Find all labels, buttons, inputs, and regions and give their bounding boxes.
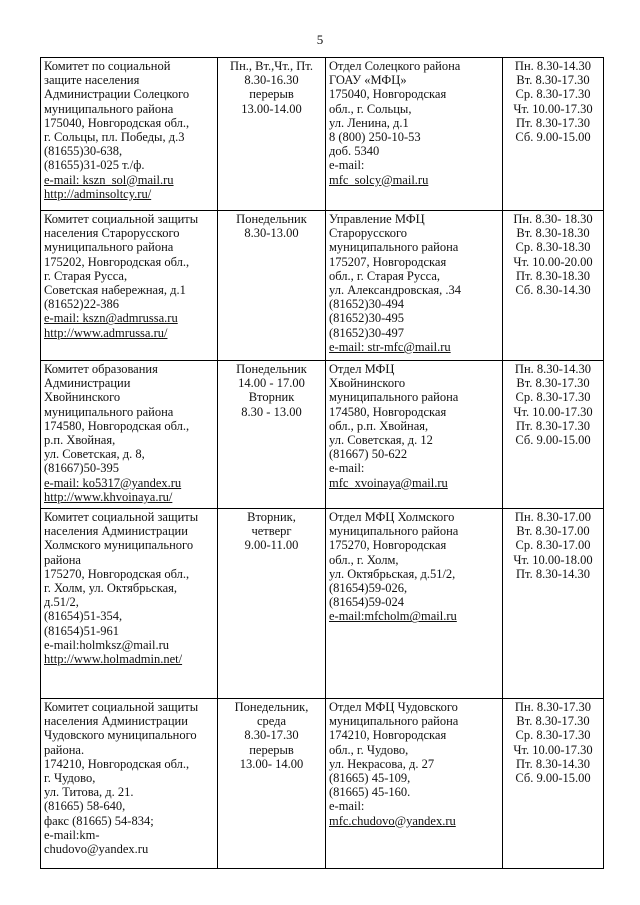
cell-link[interactable]: http://www.khvoinaya.ru/ [44, 489, 173, 504]
cell-link[interactable]: e-mail: kszn@admrussa.ru [44, 311, 178, 326]
cell-line: г. Холм, ул. Октябрьская, [44, 581, 178, 596]
mfc-cell [326, 509, 503, 699]
cell-link[interactable]: e-mail: str-mfc@mail.ru [329, 339, 451, 354]
cell-line: среда [256, 714, 287, 729]
cell-line: (81654)51-961 [44, 623, 119, 638]
cell-line: четверг [251, 524, 292, 539]
cell-line: (81652)30-494 [329, 297, 404, 312]
mfc-cell [326, 699, 503, 869]
cell-line: (81654)59-024 [329, 595, 404, 610]
cell-line: e-mail: [329, 799, 365, 814]
cell-line: ул. Титова, д. 21. [44, 785, 134, 800]
cell-line: Отдел Солецкого района [329, 59, 461, 73]
contacts-table [40, 57, 604, 869]
cell-line: ул. Октябрьская, д.51/2, [329, 566, 456, 581]
cell-link[interactable]: e-mail: kszn_sol@mail.ru [44, 172, 174, 187]
cell-line: 174580, Новгородская [329, 404, 447, 419]
cell-line: ГОАУ «МФЦ» [329, 73, 407, 88]
cell-link[interactable]: e-mail: ko5317@yandex.ru [44, 475, 182, 490]
cell-line: Комитет социальной защиты [44, 700, 199, 714]
cell-line: (81655)30-638, [44, 144, 123, 159]
cell-line: Пн. 8.30- 18.30 [513, 212, 593, 226]
cell-line: Ср. 8.30-18.30 [515, 240, 591, 255]
cell-line: Управление МФЦ [329, 212, 425, 226]
table-row [41, 361, 604, 509]
cell-line: р.п. Хвойная, [44, 433, 116, 448]
cell-line: Чт. 10.00-18.00 [513, 552, 593, 567]
cell-line: района. [44, 742, 85, 757]
cell-line: 175207, Новгородская [329, 254, 447, 269]
cell-line: Комитет по социальной [44, 59, 171, 73]
cell-line: Вт. 8.30-17.30 [516, 376, 590, 391]
cell-line: Ср. 8.30-17.30 [515, 728, 591, 743]
cell-line: Сб. 9.00-15.00 [515, 771, 591, 786]
hours-cell [218, 361, 326, 509]
cell-line: 175270, Новгородская обл., [44, 566, 190, 581]
cell-line: Холмского муниципального [44, 538, 194, 553]
org-cell [41, 509, 218, 699]
cell-line: Пт. 8.30-17.30 [516, 115, 590, 130]
cell-line: Администрации [44, 376, 131, 391]
cell-line: Хвойнинского [329, 376, 406, 391]
cell-line: муниципального района [329, 390, 459, 405]
cell-line: (81654)51-354, [44, 609, 123, 624]
cell-line: ул. Ленина, д.1 [329, 115, 409, 130]
cell-link[interactable]: mfc.chudovo@yandex.ru [329, 813, 456, 828]
cell-line: Отдел МФЦ [329, 362, 395, 376]
cell-line: Пт. 8.30-17.30 [516, 418, 590, 433]
schedule-cell [503, 509, 604, 699]
schedule-cell [503, 361, 604, 509]
cell-line: e-mail: [329, 461, 365, 476]
cell-link[interactable]: http://www.admrussa.ru/ [44, 325, 168, 340]
cell-line: доб. 5340 [329, 144, 380, 159]
cell-line: Сб. 8.30-14.30 [515, 283, 591, 298]
cell-line: Пн. 8.30-17.00 [514, 510, 592, 524]
table-row [41, 58, 604, 211]
cell-link[interactable]: mfc_xvoinaya@mail.ru [329, 475, 448, 490]
cell-line: (81667) 50-622 [329, 447, 408, 462]
cell-line: Вт. 8.30-17.30 [516, 73, 590, 88]
cell-line: (81665) 45-109, [329, 771, 411, 786]
cell-line: Понедельник, [234, 700, 309, 714]
cell-line: 9.00-11.00 [244, 538, 299, 553]
schedule-cell [503, 211, 604, 361]
cell-line: ул. Некрасова, д. 27 [329, 756, 435, 771]
cell-line: 175202, Новгородская обл., [44, 254, 190, 269]
cell-line: Пт. 8.30-14.30 [516, 566, 590, 581]
mfc-cell [326, 58, 503, 211]
hours-cell [218, 211, 326, 361]
cell-line: Вторник, [247, 510, 296, 524]
cell-line: перерыв [249, 742, 294, 757]
cell-link[interactable]: mfc_solcy@mail.ru [329, 172, 429, 187]
cell-line: Пн. 8.30-17.30 [514, 700, 592, 714]
cell-line: д.51/2, [44, 595, 79, 610]
schedule-cell [503, 58, 604, 211]
cell-line: обл., г. Чудово, [329, 742, 409, 757]
cell-line: Старорусского [329, 226, 408, 241]
cell-line: района [44, 552, 81, 567]
cell-line: Вт. 8.30-17.00 [516, 524, 590, 539]
cell-line: 8.30-17.30 [244, 728, 299, 743]
table-row [41, 211, 604, 361]
cell-line: Комитет социальной защиты [44, 212, 199, 226]
cell-line: Пн. 8.30-14.30 [514, 59, 592, 73]
cell-line: Ср. 8.30-17.30 [515, 87, 591, 102]
cell-line: Комитет социальной защиты [44, 510, 199, 524]
cell-line: chudovo@yandex.ru [44, 842, 149, 857]
cell-line: Комитет образования [44, 362, 158, 376]
cell-line: 8.30-13.00 [244, 226, 299, 241]
cell-line: Сб. 9.00-15.00 [515, 433, 591, 448]
cell-line: г. Сольцы, пл. Победы, д.3 [44, 130, 185, 145]
cell-line: Чт. 10.00-17.30 [513, 101, 593, 116]
cell-line: муниципального района [44, 101, 174, 116]
cell-line: факс (81665) 54-834; [44, 813, 154, 828]
cell-line: Чт. 10.00-17.30 [513, 404, 593, 419]
cell-line: Вт. 8.30-18.30 [516, 226, 590, 241]
cell-line: (81655)31-025 т./ф. [44, 158, 145, 173]
cell-line: Пн., Вт.,Чт., Пт. [230, 59, 313, 73]
cell-line: Пт. 8.30-18.30 [516, 268, 590, 283]
cell-line: (81667)50-395 [44, 461, 119, 476]
cell-line: 175040, Новгородская [329, 87, 447, 102]
cell-line: (81652)22-386 [44, 297, 119, 312]
cell-line: 174210, Новгородская обл., [44, 756, 190, 771]
cell-line: защите населения [44, 73, 140, 88]
cell-line: обл., г. Сольцы, [329, 101, 412, 116]
cell-line: Понедельник [236, 362, 307, 376]
cell-link[interactable]: http://adminsoltcy.ru/ [44, 186, 152, 201]
cell-line: 13.00-14.00 [241, 101, 302, 116]
cell-line: населения Администрации [44, 524, 188, 539]
cell-line: Чт. 10.00-17.30 [513, 742, 593, 757]
cell-line: Администрации Солецкого [44, 87, 190, 102]
cell-line: Вторник [248, 390, 295, 405]
table-body [41, 58, 604, 869]
cell-line: муниципального района [329, 240, 459, 255]
cell-line: Вт. 8.30-17.30 [516, 714, 590, 729]
cell-line: Чт. 10.00-20.00 [513, 254, 593, 269]
org-cell [41, 361, 218, 509]
cell-line: муниципального района [44, 240, 174, 255]
cell-line: (81665) 58-640, [44, 799, 126, 814]
cell-line: обл., р.п. Хвойная, [329, 418, 429, 433]
cell-line: 8 (800) 250-10-53 [329, 130, 421, 145]
cell-line: (81665) 45-160. [329, 785, 411, 800]
cell-line: Отдел МФЦ Холмского [329, 510, 455, 524]
table-row [41, 509, 604, 699]
cell-line: муниципального района [329, 524, 459, 539]
cell-line: Отдел МФЦ Чудовского [329, 700, 458, 714]
cell-line: г. Старая Русса, [44, 268, 128, 283]
hours-cell [218, 58, 326, 211]
cell-line: 8.30-16.30 [244, 73, 299, 88]
cell-link[interactable]: e-mail:mfcholm@mail.ru [329, 609, 457, 624]
cell-line: обл., г. Холм, [329, 552, 399, 567]
cell-line: Понедельник [236, 212, 307, 226]
cell-line: муниципального района [44, 404, 174, 419]
mfc-cell [326, 211, 503, 361]
cell-line: муниципального района [329, 714, 459, 729]
cell-line: обл., г. Старая Русса, [329, 268, 441, 283]
cell-line: перерыв [249, 87, 294, 102]
cell-line: г. Чудово, [44, 771, 96, 786]
cell-line: 14.00 - 17.00 [238, 376, 305, 391]
page-number: 5 [316, 32, 324, 47]
cell-line: населения Администрации [44, 714, 188, 729]
cell-line: 13.00- 14.00 [239, 756, 304, 771]
org-cell [41, 211, 218, 361]
cell-line: Пн. 8.30-14.30 [514, 362, 592, 376]
cell-line: 175270, Новгородская [329, 538, 447, 553]
org-cell [41, 699, 218, 869]
org-cell [41, 58, 218, 211]
cell-line: Пт. 8.30-14.30 [516, 756, 590, 771]
cell-line: 174210, Новгородская [329, 728, 447, 743]
cell-line: (81652)30-497 [329, 325, 404, 340]
cell-line: Хвойнинского [44, 390, 121, 405]
mfc-cell [326, 361, 503, 509]
cell-line: населения Старорусского [44, 226, 180, 241]
cell-line: (81654)59-026, [329, 581, 408, 596]
cell-line: Ср. 8.30-17.30 [515, 390, 591, 405]
cell-line: ул. Александровская, .34 [329, 283, 461, 298]
cell-line: e-mail: [329, 158, 365, 173]
cell-line: 174580, Новгородская обл., [44, 418, 190, 433]
cell-line: 175040, Новгородская обл., [44, 115, 190, 130]
schedule-cell [503, 699, 604, 869]
cell-line: Сб. 9.00-15.00 [515, 130, 591, 145]
cell-line: e-mail:holmksz@mail.ru [44, 637, 170, 652]
table-row [41, 699, 604, 869]
cell-line: 8.30 - 13.00 [241, 404, 302, 419]
hours-cell [218, 699, 326, 869]
cell-line: Чудовского муниципального [44, 728, 197, 743]
hours-cell [218, 509, 326, 699]
cell-line: ул. Советская, д. 8, [44, 447, 145, 462]
cell-link[interactable]: http://www.holmadmin.net/ [44, 652, 183, 667]
cell-line: Советская набережная, д.1 [44, 283, 186, 298]
cell-line: ул. Советская, д. 12 [329, 433, 433, 448]
cell-line: (81652)30-495 [329, 311, 404, 326]
cell-line: e-mail:km- [44, 827, 100, 842]
cell-line: Ср. 8.30-17.00 [515, 538, 591, 553]
